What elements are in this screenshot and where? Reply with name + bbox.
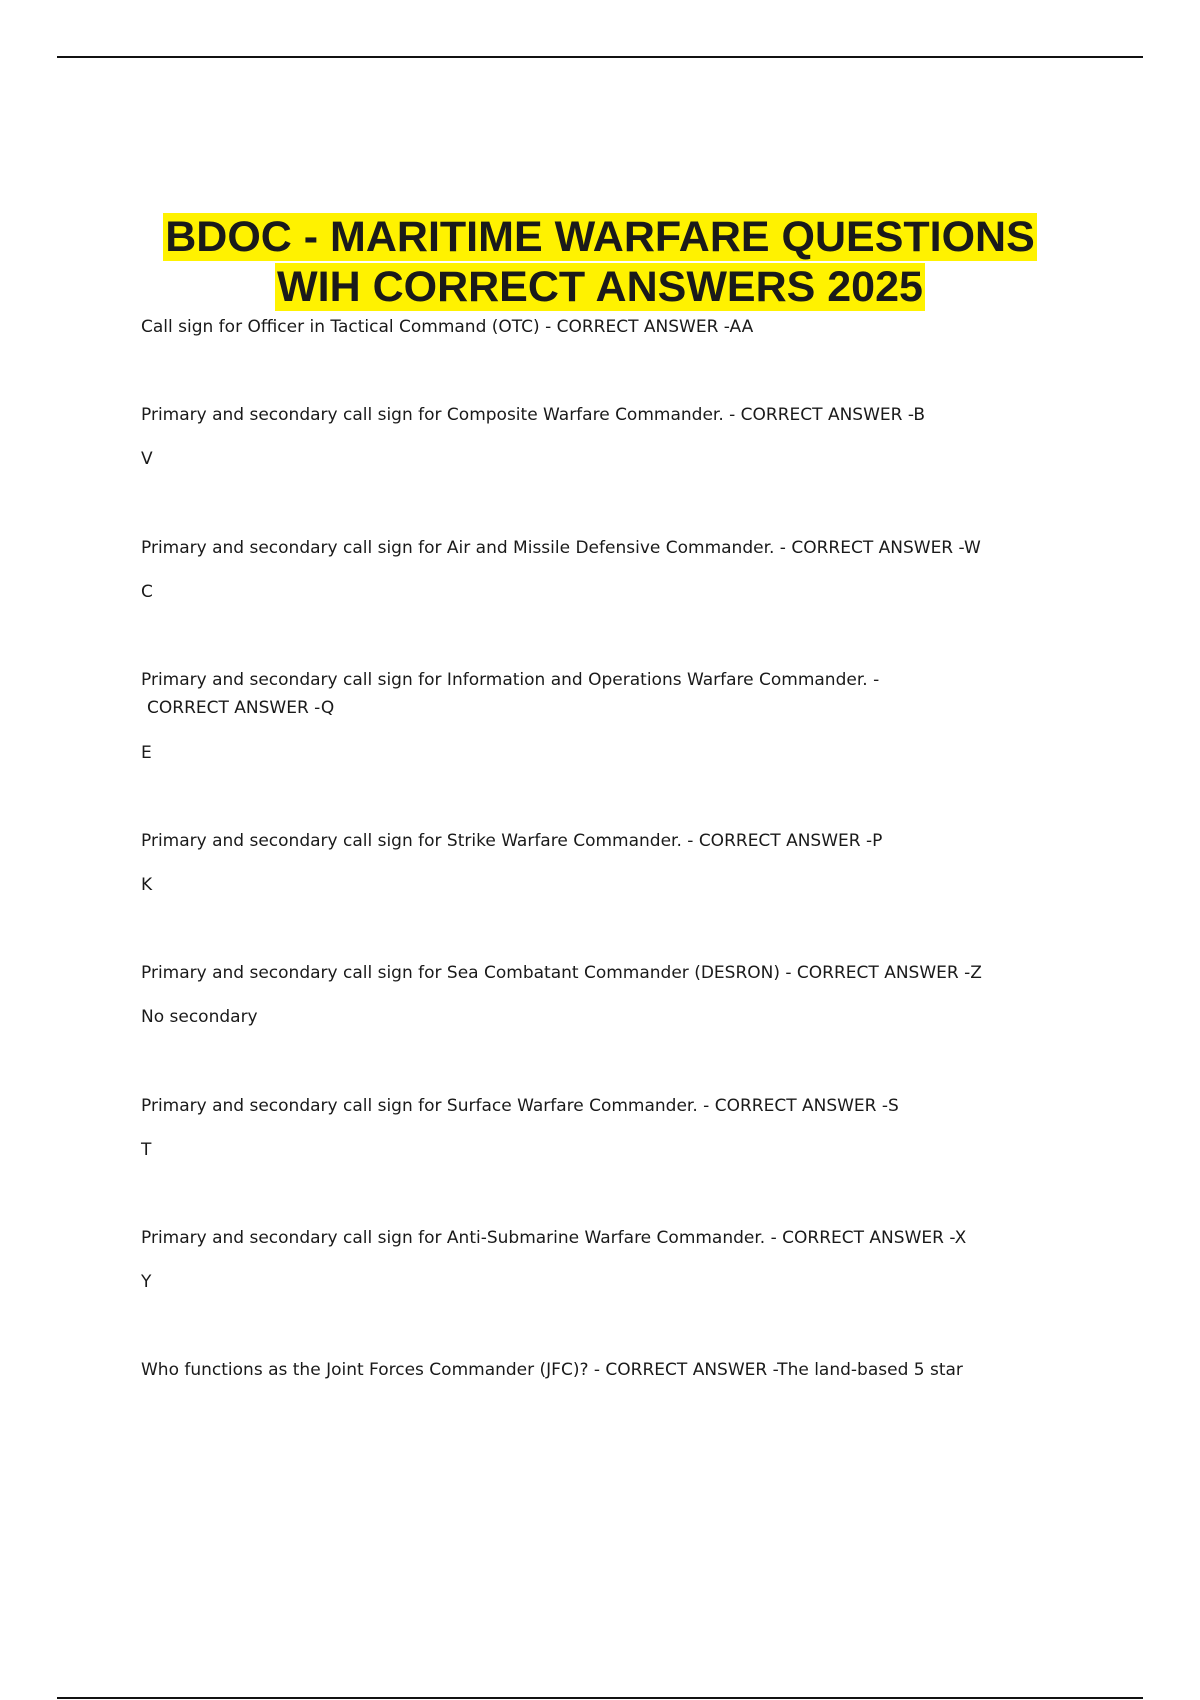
bottom-rule xyxy=(57,1697,1143,1699)
qa-question-3: Primary and secondary call sign for Air and Missile Defensive Commander. - CORRECT ANSWER -W xyxy=(141,538,981,558)
qa-question-5: Primary and secondary call sign for Strike Warfare Commander. - CORRECT ANSWER -P xyxy=(141,831,883,851)
qa-answer-5: K xyxy=(141,875,153,895)
qa-answer-2: V xyxy=(141,449,153,469)
qa-answer-4: E xyxy=(141,743,152,763)
qa-question-4: Primary and secondary call sign for Information and Operations Warfare Commander. - xyxy=(141,670,880,690)
qa-answer-8: Y xyxy=(141,1272,152,1292)
qa-answer-7: T xyxy=(141,1140,152,1160)
qa-question-1: Call sign for Officer in Tactical Command (OTC) - CORRECT ANSWER -AA xyxy=(141,317,754,337)
qa-question-2: Primary and secondary call sign for Composite Warfare Commander. - CORRECT ANSWER -B xyxy=(141,405,926,425)
page-title xyxy=(0,212,1200,312)
qa-question-9: Who functions as the Joint Forces Commander (JFC)? - CORRECT ANSWER -The land-based 5 star xyxy=(141,1360,963,1380)
top-rule xyxy=(57,56,1143,58)
qa-question-7: Primary and secondary call sign for Surface Warfare Commander. - CORRECT ANSWER -S xyxy=(141,1096,899,1116)
qa-answer-6: No secondary xyxy=(141,1007,258,1027)
qa-question-8: Primary and secondary call sign for Anti-Submarine Warfare Commander. - CORRECT ANSWER -X xyxy=(141,1228,967,1248)
qa-question-6: Primary and secondary call sign for Sea Combatant Commander (DESRON) - CORRECT ANSWER -Z xyxy=(141,963,982,983)
title-line-2: WIH CORRECT ANSWERS 2025 xyxy=(277,263,923,311)
title-line-1: BDOC - MARITIME WARFARE QUESTIONS xyxy=(165,213,1035,261)
qa-answer-3: C xyxy=(141,582,153,602)
qa-question-4-cont: CORRECT ANSWER -Q xyxy=(147,698,335,718)
